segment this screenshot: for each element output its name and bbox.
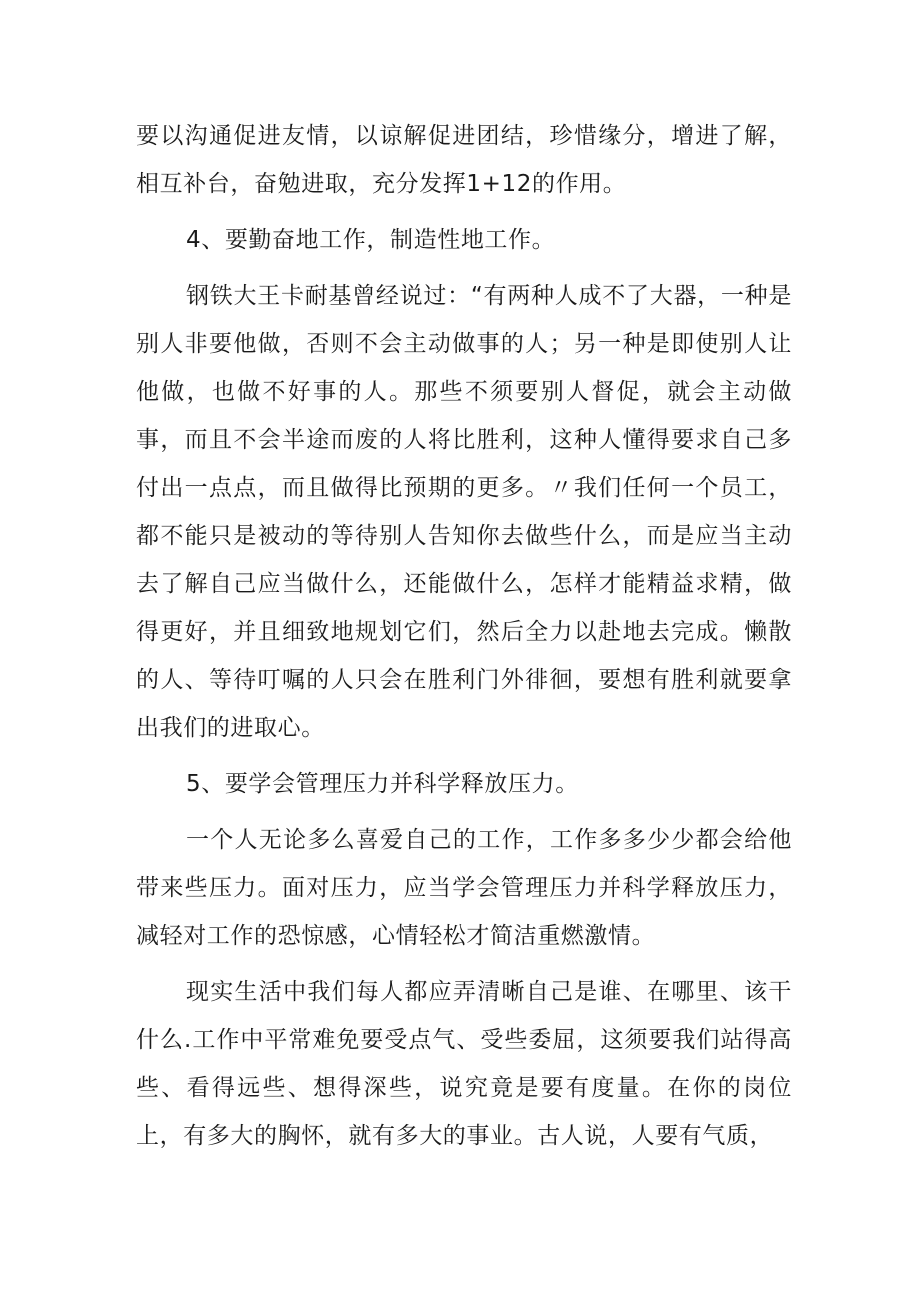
paragraph-friendship: 要以沟通促进友情，以谅解促进团结，珍惜缘分，增进了解，相互补台，奋勉进取，充分发挥1+12的作用。: [136, 123, 792, 197]
paragraph-pressure: 一个人无论多么喜爱自己的工作，工作多多少少都会给他带来些压力。面对压力，应当学会管理压力并科学释放压力，减轻对工作的恐惊感，心情轻松才简洁重燃激情。: [136, 827, 792, 949]
paragraph-carnegie-quote: 钢铁大王卡耐基曾经说过：“有两种人成不了大器，一种是别人非要他做，否则不会主动做事的人；另一种是即使别人让他做，也做不好事的人。那些不须要别人督促，就会主动做事，而且不会半途而废的人将比胜利，这种人懂得要求自己多付出一点点，而且做得比预期的更多。〃我们任何一个员工，都不能只是被动的等待别人告知你去做些什么，而是应当主动去了解自己应当做什么，还能做什么，怎样才能精益求精，做得更好，并且细致地规划它们，然后全力以赴地去完成。懒散的人、等待叮嘱的人只会在胜利门外徘徊，要想有胜利就要拿出我们的进取心。: [136, 283, 792, 741]
paragraph-real-life: 现实生活中我们每人都应弄清晰自己是谁、在哪里、该干什么.工作中平常难免要受点气、受些委屈，这须要我们站得高些、看得远些、想得深些，说究竟是要有度量。在你的岗位上，有多大的胸怀，就有多大的事业。古人说，人要有气质，: [136, 979, 792, 1149]
document-body: [136, 112, 792, 1160]
section-heading-4: 4、要勤奋地工作，制造性地工作。: [186, 227, 556, 253]
section-heading-5: 5、要学会管理压力并科学释放压力。: [186, 771, 579, 797]
